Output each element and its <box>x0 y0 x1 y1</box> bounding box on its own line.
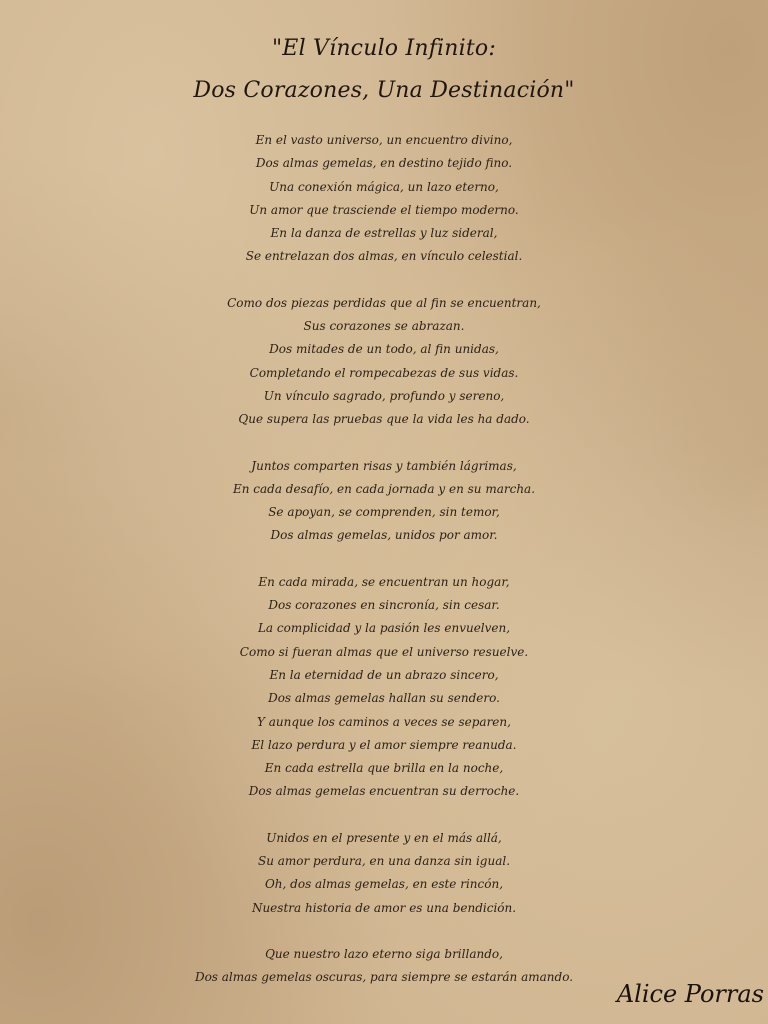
stanza-2 <box>0 292 768 432</box>
poem-line: Dos almas gemelas encuentran su derroche. <box>248 784 520 799</box>
poem-line: En cada estrella que brilla en la noche, <box>264 761 504 776</box>
poem-line: Oh, dos almas gemelas, en este rincón, <box>264 877 504 892</box>
poem-line: Se entrelazan dos almas, en vínculo celestial. <box>245 249 523 264</box>
poem-line: Dos almas gemelas, en destino tejido fino. <box>255 156 513 171</box>
poem-line: Una conexión mágica, un lazo eterno, <box>269 179 499 194</box>
poem-line: Como dos piezas perdidas que al fin se encuentran, <box>227 295 541 310</box>
stanza-5 <box>0 827 768 920</box>
poem-line: Que nuestro lazo eterno siga brillando, <box>265 946 503 961</box>
poem-line: Sus corazones se abrazan. <box>303 319 465 334</box>
poem-body <box>0 129 768 1013</box>
poem-line: En la eternidad de un abrazo sincero, <box>269 667 499 682</box>
poem-line: Dos almas gemelas oscuras, para siempre se estarán amando. <box>194 970 574 985</box>
poem-line: En la danza de estrellas y luz sideral, <box>270 226 498 241</box>
poem-line: Un vínculo sagrado, profundo y sereno, <box>263 388 505 403</box>
poem-line: Juntos comparten risas y también lágrimas, <box>251 458 517 473</box>
stanza-1 <box>0 129 768 269</box>
poem-line: En el vasto universo, un encuentro divino, <box>255 133 513 147</box>
stanza-3 <box>0 455 768 548</box>
poem-line: En cada mirada, se encuentran un hogar, <box>258 574 510 589</box>
poem-line: Se apoyan, se comprenden, sin temor, <box>268 505 500 520</box>
author-signature: Alice Porras <box>616 980 764 1008</box>
poem-line: Como si fueran almas que el universo resuelve. <box>239 644 529 659</box>
poem-line: El lazo perdura y el amor siempre reanuda. <box>251 737 517 752</box>
poem-line: Dos almas gemelas, unidos por amor. <box>270 528 498 543</box>
poem-line: Dos corazones en sincronía, sin cesar. <box>268 598 500 613</box>
poem-line: Dos mitades de un todo, al fin unidas, <box>269 342 499 357</box>
poem-line: En cada desafío, en cada jornada y en su marcha. <box>232 481 536 496</box>
poem-line: La complicidad y la pasión les envuelven, <box>257 621 511 636</box>
poem-line: Su amor perdura, en una danza sin igual. <box>257 854 511 869</box>
poem-line: Dos almas gemelas hallan su sendero. <box>268 691 500 706</box>
poem-line: Nuestra historia de amor es una bendición. <box>251 900 517 915</box>
poem-title-line-2: Dos Corazones, Una Destinación" <box>193 78 575 103</box>
poem-line: Completando el rompecabezas de sus vidas. <box>249 365 519 380</box>
stanza-4 <box>0 571 768 804</box>
poem-line: Que supera las pruebas que la vida les ha dado. <box>238 412 530 427</box>
poem-line: Unidos en el presente y en el más allá, <box>266 830 502 845</box>
poem-line: Y aunque los caminos a veces se separen, <box>257 714 511 729</box>
poem-title-line-1: "El Vínculo Infinito: <box>271 36 496 61</box>
poem-line: Un amor que trasciende el tiempo moderno. <box>249 202 519 217</box>
